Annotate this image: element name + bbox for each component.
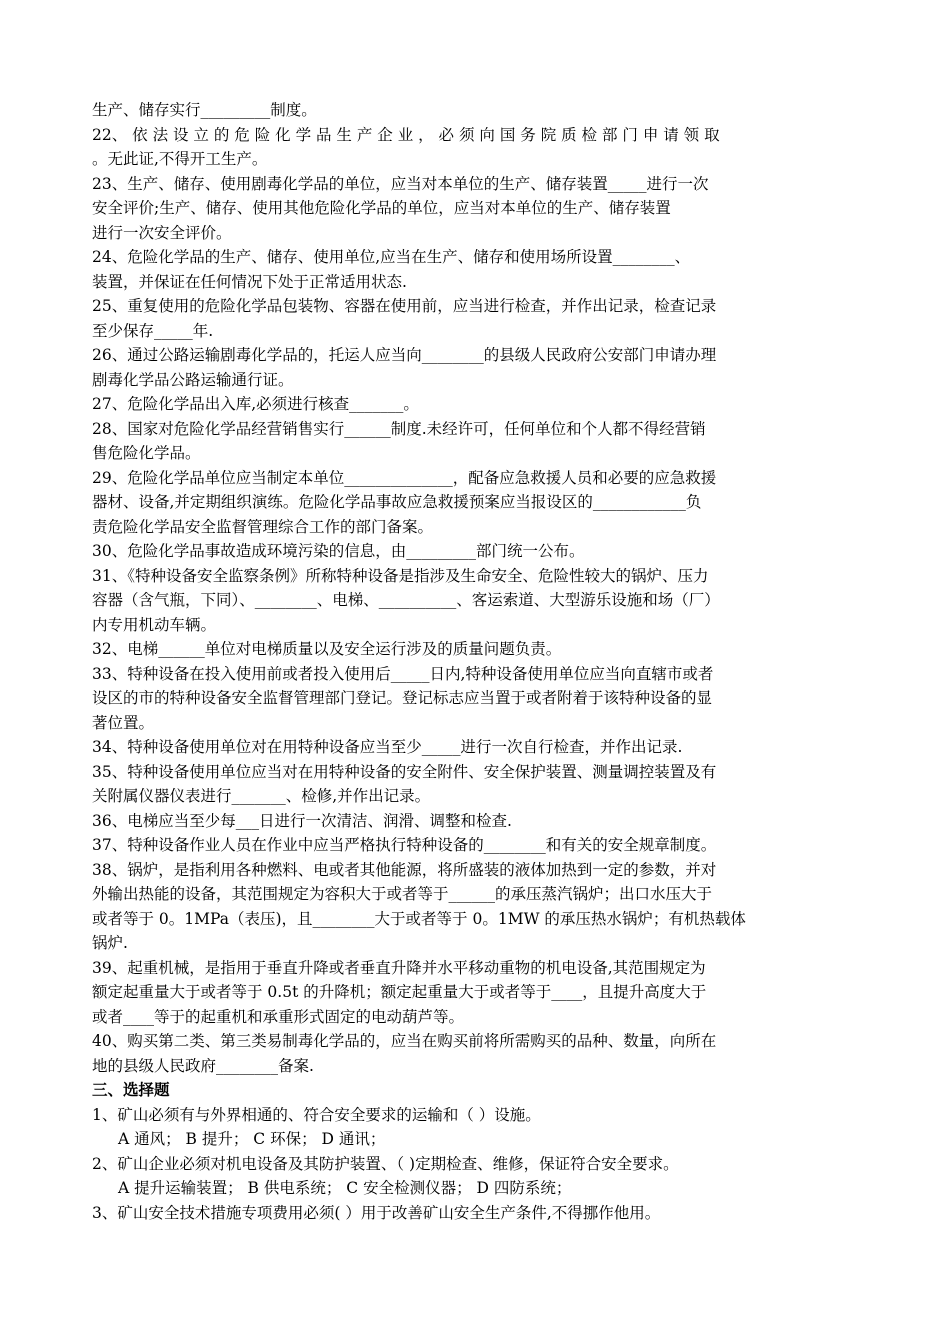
text-line: 38、锅炉，是指利用各种燃料、电或者其他能源，将所盛装的液体加热到一定的参数，并对 [92, 860, 717, 879]
text-line: 责危险化学品安全监督管理综合工作的部门备案。 [92, 517, 434, 536]
text-line: 器材、设备,并定期组织演练。危险化学品事故应急救援预案应当报设区的____________负 [92, 493, 702, 511]
question-list [92, 98, 862, 1078]
text-line: 装置，并保证在任何情况下处于正常适用状态. [92, 272, 407, 291]
text-line: 或者____等于的起重机和承重形式固定的电动葫芦等。 [92, 1007, 465, 1026]
text-line: 锅炉. [92, 934, 128, 952]
text-line: 容器（含气瓶，下同）、________、电梯、__________、客运索道、大型游乐设施和场（厂） [92, 591, 720, 609]
text-line: 剧毒化学品公路运输通行证。 [92, 370, 294, 389]
text-line: 35、特种设备使用单位应当对在用特种设备的安全附件、安全保护装置、测量调控装置及有 [92, 762, 717, 781]
text-line: 或者等于 0。1MPa（表压)，且________大于或者等于 0。1MW 的承压热水锅炉；有机热载体 [92, 909, 746, 928]
text-line: 22、 依 法 设 立 的 危 险 化 学 品 生 产 企 业 ， 必 须 向 国 务 院 质 检 部 门 申 请 领 取 [92, 125, 720, 144]
text-line: 额定起重量大于或者等于 0.5t 的升降机；额定起重量大于或者等于____，且提升高度大于 [92, 983, 707, 1001]
text-line: 关附属仪器仪表进行_______、检修,并作出记录。 [92, 787, 431, 805]
text-line: 31、《特种设备安全监察条例》所称特种设备是指涉及生命安全、危险性较大的锅炉、压力 [92, 566, 709, 585]
text-line: 32、电梯______单位对电梯质量以及安全运行涉及的质量问题负责。 [92, 640, 562, 658]
text-line: 外输出热能的设备，其范围规定为容积大于或者等于______的承压蒸汽锅炉；出口水压大于 [92, 885, 713, 903]
choice-question-list [92, 1103, 862, 1226]
text-line: 地的县级人民政府________备案. [92, 1056, 314, 1075]
choice-question-stem: 3、矿山安全技术措施专项费用必须( ）用于改善矿山安全生产条件,不得挪作他用。 [92, 1203, 661, 1222]
text-line: 37、特种设备作业人员在作业中应当严格执行特种设备的________和有关的安全规章制度。 [92, 836, 717, 854]
text-line: 34、特种设备使用单位对在用特种设备应当至少_____进行一次自行检查，并作出记录. [92, 738, 683, 756]
document-page [92, 98, 862, 1225]
text-line: 。无此证,不得开工生产。 [92, 150, 268, 168]
text-line: 生产、储存实行_________制度。 [92, 101, 317, 119]
text-line: 26、通过公路运输剧毒化学品的，托运人应当向________的县级人民政府公安部门申请办理 [92, 346, 717, 364]
choice-question-options: A 通风； B 提升； C 环保； D 通讯； [118, 1130, 386, 1148]
choice-question-stem: 1、矿山必须有与外界相通的、符合安全要求的运输和（ ）设施。 [92, 1105, 541, 1124]
text-line: 33、特种设备在投入使用前或者投入使用后_____日内,特种设备使用单位应当向直辖市或者 [92, 664, 714, 683]
text-line: 24、危险化学品的生产、储存、使用单位,应当在生产、储存和使用场所设置________、 [92, 248, 691, 266]
text-line: 设区的市的特种设备安全监督管理部门登记。登记标志应当置于或者附着于该特种设备的显 [92, 689, 713, 707]
text-line: 著位置。 [92, 713, 155, 732]
section-heading: 三、选择题 [92, 1080, 170, 1099]
text-line: 40、购买第二类、第三类易制毒化学品的，应当在购买前将所需购买的品种、数量，向所在 [92, 1032, 717, 1050]
text-line: 39、起重机械，是指用于垂直升降或者垂直升降并水平移动重物的机电设备,其范围规定为 [92, 958, 706, 977]
text-line: 27、危险化学品出入库,必须进行核查_______。 [92, 395, 419, 413]
text-line: 至少保存_____年. [92, 321, 214, 340]
text-line: 内专用机动车辆。 [92, 615, 217, 634]
text-line: 23、生产、储存、使用剧毒化学品的单位，应当对本单位的生产、储存装置_____进行一次 [92, 174, 709, 193]
text-line: 28、国家对危险化学品经营销售实行______制度.未经许可，任何单位和个人都不得经营销 [92, 419, 706, 438]
text-line: 25、重复使用的危险化学品包装物、容器在使用前，应当进行检查，并作出记录，检查记录 [92, 297, 717, 315]
text-line: 安全评价;生产、储存、使用其他危险化学品的单位，应当对本单位的生产、储存装置 [92, 199, 671, 217]
choice-question-options: A 提升运输装置； B 供电系统； C 安全检测仪器； D 四防系统； [118, 1179, 572, 1197]
text-line: 29、危险化学品单位应当制定本单位______________，配备应急救援人员和必要的应急救援 [92, 468, 717, 487]
text-line: 售危险化学品。 [92, 444, 201, 462]
text-line: 30、危险化学品事故造成环境污染的信息，由_________部门统一公布。 [92, 542, 585, 560]
text-line: 进行一次安全评价。 [92, 223, 232, 242]
text-line: 36、电梯应当至少每___日进行一次清洁、润滑、调整和检查. [92, 811, 512, 830]
choice-question-stem: 2、矿山企业必须对机电设备及其防护装置、（ )定期检查、维修，保证符合安全要求。 [92, 1154, 679, 1173]
